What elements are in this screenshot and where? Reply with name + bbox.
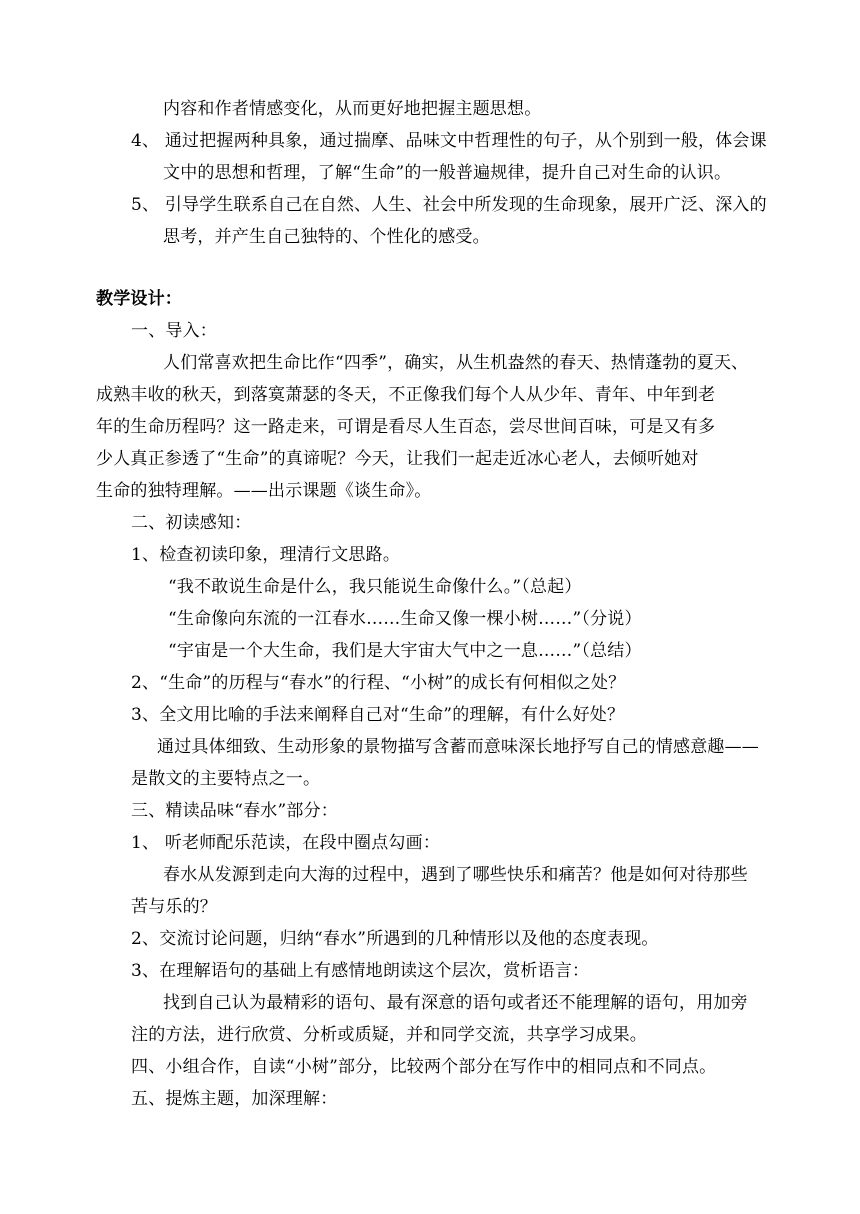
section-3-task-3-line-2: 注的方法，进行欣赏、分析或质疑，并和同学交流，共享学习成果。 — [131, 1025, 647, 1045]
section-2-question-2: 2、“生命”的历程与“春水”的行程、“小树”的成长有何相似之处？ — [131, 673, 626, 693]
intro-paragraph-line-4: 少人真正参透了“生命”的真谛呢？今天，让我们一起走近冰心老人，去倾听她对 — [96, 449, 699, 469]
section-3-task-3-line-1: 找到自己认为最精彩的语句、最有深意的语句或者还不能理解的语句，用加旁 — [163, 993, 748, 1013]
intro-paragraph-line-2: 成熟丰收的秋天，到落寞萧瑟的冬天，不正像我们每个人从少年、青年、中年到老 — [96, 385, 716, 405]
section-2-question-3: 3、全文用比喻的手法来阐释自己对“生命”的理解，有什么好处？ — [131, 705, 625, 725]
teaching-design-heading: 教学设计： — [96, 289, 182, 309]
section-1-title: 一、导入： — [131, 321, 217, 341]
objective-4-line-1: 4、 通过把握两种具象，通过揣摩、品味文中哲理性的句子，从个别到一般，体会课 — [131, 131, 767, 151]
objective-4-line-2: 文中的思想和哲理，了解“生命”的一般普遍规律，提升自己对生命的认识。 — [163, 163, 732, 183]
section-3-task-1-line-1: 春水从发源到走向大海的过程中，遇到了哪些快乐和痛苦？他是如何对待那些 — [163, 865, 748, 885]
section-5-title: 五、提炼主题，加深理解： — [131, 1089, 338, 1109]
section-2-title: 二、初读感知： — [131, 513, 252, 533]
quote-body: “生命像向东流的一江春水……生命又像一棵小树……”（分说） — [168, 609, 642, 629]
intro-paragraph-line-5: 生命的独特理解。——出示课题《谈生命》。 — [96, 481, 432, 501]
section-3-question-3: 3、在理解语句的基础上有感情地朗读这个层次，赏析语言： — [131, 961, 590, 981]
intro-paragraph-line-3: 年的生命历程吗？这一路走来，可谓是看尽人生百态，尝尽世间百味，可是又有多 — [96, 417, 716, 437]
objective-5-line-1: 5、 引导学生联系自己在自然、人生、社会中所发现的生命现象，展开广泛、深入的 — [131, 195, 767, 215]
objective-5-line-2: 思考，并产生自己独特的、个性化的感受。 — [163, 227, 490, 247]
objective-3-continued: 内容和作者情感变化，从而更好地把握主题思想。 — [163, 99, 542, 119]
section-4-title: 四、小组合作，自读“小树”部分，比较两个部分在写作中的相同点和不同点。 — [131, 1057, 717, 1077]
section-3-title: 三、精读品味“春水”部分： — [131, 801, 338, 821]
section-3-task-1-line-2: 苦与乐的？ — [131, 897, 217, 917]
section-2-question-1: 1、检查初读印象，理清行文思路。 — [131, 545, 401, 565]
quote-conclusion: “宇宙是一个大生命，我们是大宇宙大气中之一息……”（总结） — [168, 641, 642, 661]
intro-paragraph-line-1: 人们常喜欢把生命比作“四季”，确实，从生机盎然的春天、热情蓬勃的夏天、 — [163, 353, 749, 373]
section-3-question-2: 2、交流讨论问题，归纳“春水”所遇到的几种情形以及他的态度表现。 — [131, 929, 659, 949]
section-3-question-1: 1、 听老师配乐范读，在段中圈点勾画： — [131, 833, 441, 853]
answer-line-2: 是散文的主要特点之一。 — [131, 769, 321, 789]
quote-opening: “我不敢说生命是什么，我只能说生命像什么。”（总起） — [168, 577, 582, 597]
answer-line-1: 通过具体细致、生动形象的景物描写含蓄而意味深长地抒写自己的情感意趣—— — [157, 737, 759, 757]
